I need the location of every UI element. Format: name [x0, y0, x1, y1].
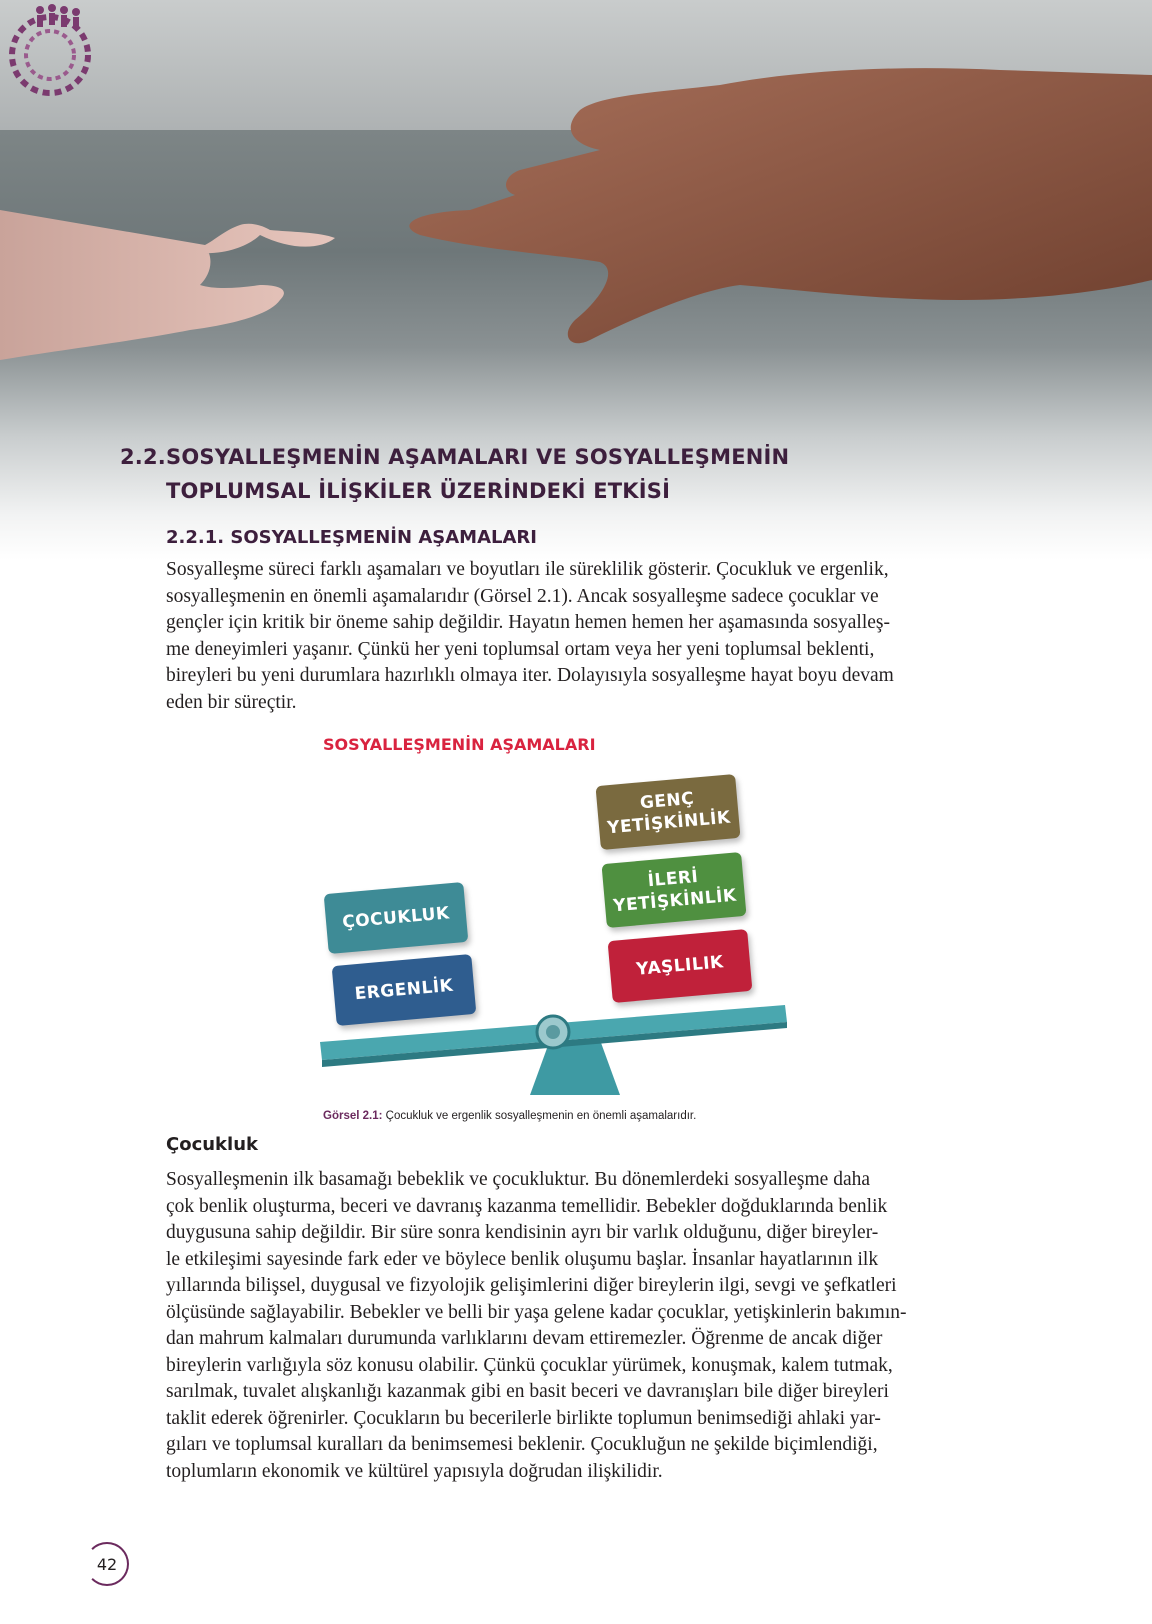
- text-line: gençler için kritik bir öneme sahip değildir. Hayatın hemen hemen her aşamasında sosyalleş-: [166, 612, 890, 633]
- block-ergenlik-label: ERGENLİK: [353, 975, 455, 1005]
- elder-hand: [409, 68, 1152, 343]
- section-title-line2: TOPLUMSAL İLİŞKİLER ÜZERİNDEKİ ETKİSİ: [166, 479, 671, 503]
- block-ileri-line2: YETİŞKİNLİK: [612, 885, 738, 917]
- caption-label: Görsel 2.1:: [323, 1110, 383, 1122]
- text-line: le etkileşimi sayesinde fark eder ve böylece benlik oluşumu başlar. İnsanlar hayatlarının ilk: [166, 1248, 879, 1270]
- text-line: taklit ederek öğrenirler. Çocukların bu becerilerle birlikte toplumun benimsediği ahlaki yar-: [166, 1407, 881, 1429]
- block-cocukluk-label: ÇOCUKLUK: [341, 903, 451, 933]
- block-cocukluk: [324, 882, 469, 954]
- seesaw-diagram: [300, 770, 820, 1105]
- text-line: me deneyimleri yaşanır. Çünkü her yeni toplumsal ortam veya her yeni toplumsal beklenti,: [166, 638, 875, 660]
- block-genc-yetiskinlik: [595, 774, 740, 850]
- diagram-title: SOSYALLEŞMENİN AŞAMALARI: [323, 735, 596, 754]
- text-line: çok benlik oluşturma, beceri ve davranış kazanma temellidir. Bebekler doğduklarında benlik: [166, 1195, 888, 1217]
- figure-caption: [323, 1110, 696, 1122]
- caption-text: Çocukluk ve ergenlik sosyalleşmenin en önemli aşamalarıdır.: [382, 1110, 697, 1122]
- text-line: sarılmak, tuvalet alışkanlığı kazanmak gibi en basit beceri ve davranışları bile diğer bireyleri: [166, 1381, 889, 1402]
- text-line: Sosyalleşme süreci farklı aşamaları ve boyutları ile süreklilik gösterir. Çocukluk ve ergenlik,: [166, 559, 889, 580]
- text-line: yıllarında bilişsel, duygusal ve fizyolojik gelişimlerini diğer bireylerin ilgi, sevgi ve şefkatleri: [166, 1275, 897, 1296]
- text-line: bireyleri bu yeni durumlara hazırlıklı olmaya iter. Dolayısıyla sosyalleşme hayat boyu devam: [166, 665, 894, 686]
- text-line: toplumların ekonomik ve kültürel yapısıyla doğrudan ilişkilidir.: [166, 1460, 663, 1482]
- block-yaslilik: [608, 929, 753, 1003]
- subsection-title: 2.2.1. SOSYALLEŞMENİN AŞAMALARI: [166, 527, 537, 548]
- text-line: Sosyalleşmenin ilk basamağı bebeklik ve çocukluktur. Bu dönemlerdeki sosyalleşme daha: [166, 1169, 871, 1190]
- intro-paragraph: [166, 557, 1046, 716]
- text-line: sosyalleşmenin en önemli aşamalarıdır (Görsel 2.1). Ancak sosyalleşme sadece çocuklar ve: [166, 585, 879, 607]
- section-number: 2.2.: [120, 445, 166, 469]
- text-line: duygusuna sahip değildir. Bir süre sonra kendisinin ayrı bir varlık olduğunu, diğer bireyler-: [166, 1222, 879, 1243]
- block-genc-line2: YETİŞKİNLİK: [606, 807, 732, 839]
- block-genc-line1: GENÇ: [639, 788, 695, 814]
- logo-icon: [0, 0, 100, 100]
- baby-hand: [0, 210, 335, 360]
- page-number: 42: [85, 1542, 129, 1586]
- text-line: eden bir süreçtir.: [166, 691, 297, 713]
- section-title: [120, 440, 789, 508]
- cocukluk-heading: Çocukluk: [166, 1134, 258, 1155]
- block-yaslilik-label: YAŞLILIK: [635, 952, 725, 980]
- block-ergenlik: [332, 954, 477, 1026]
- block-ileri-line1: İLERİ: [646, 866, 700, 892]
- text-line: ölçüsünde sağlayabilir. Bebekler ve belli bir yaşa gelene kadar çocuklar, yetişkinlerin bakımın-: [166, 1301, 907, 1323]
- section-title-line1: SOSYALLEŞMENİN AŞAMALARI VE SOSYALLEŞMENİN: [166, 445, 790, 469]
- block-ileri-yetiskinlik: [601, 852, 746, 928]
- text-line: gıları ve toplumsal kuralları da benimsemesi beklenir. Çocukluğun ne şekilde biçimlendiği,: [166, 1434, 878, 1455]
- text-line: dan mahrum kalmaları durumunda varlıklarını devam ettiremezler. Öğrenme de ancak diğer: [166, 1328, 883, 1349]
- text-line: bireylerin varlığıyla söz konusu olabilir. Çünkü çocuklar yürümek, konuşmak, kalem tutmak,: [166, 1354, 893, 1376]
- cocukluk-paragraph: [166, 1167, 1046, 1485]
